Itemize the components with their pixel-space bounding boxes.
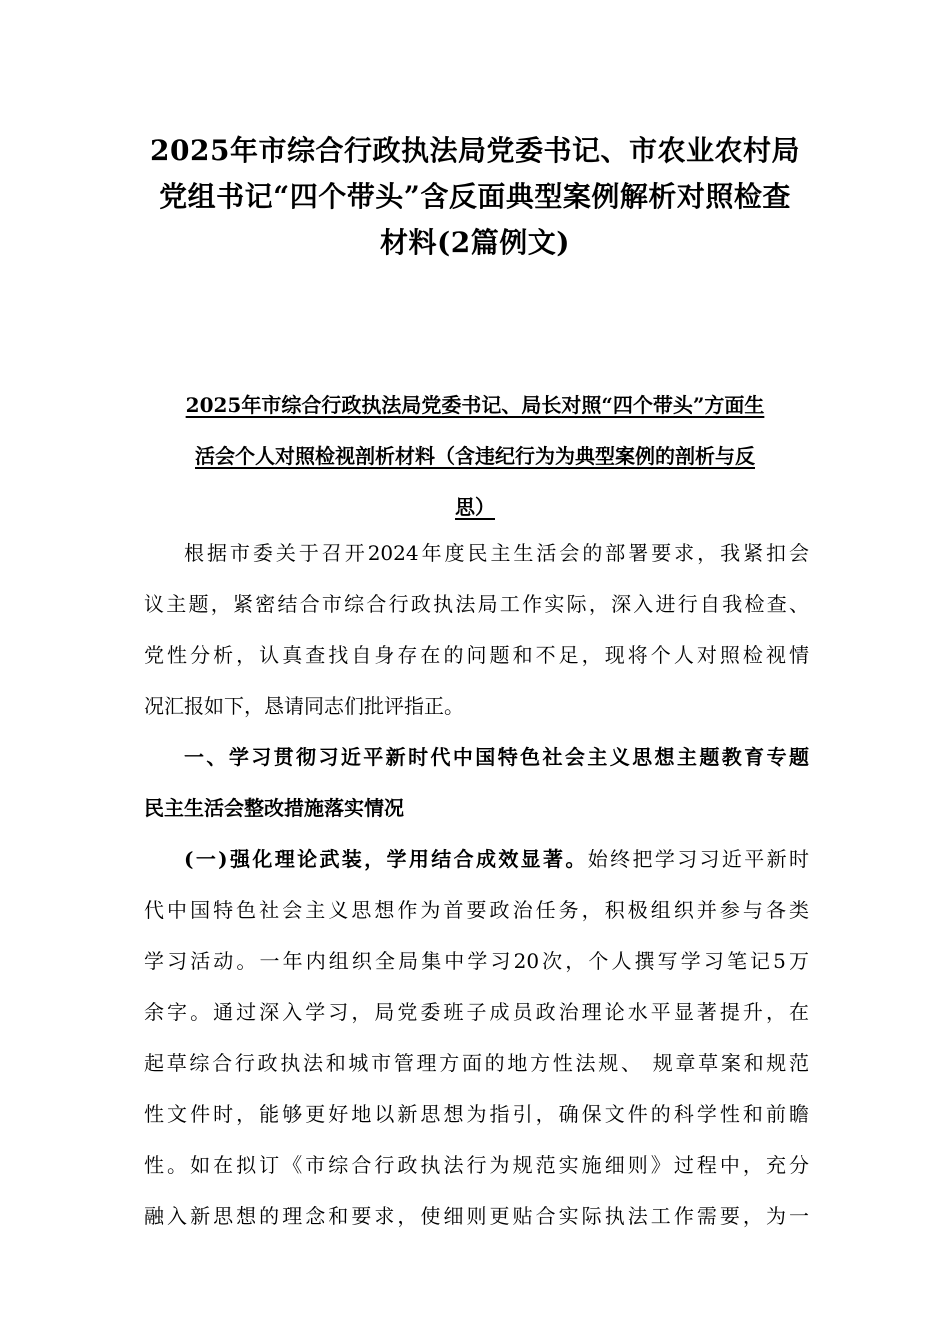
paragraph-line: 学习活动。一年内组织全局集中学习20次，个人撰写学习笔记5万 xyxy=(144,949,809,973)
intro-line: 议主题，紧密结合市综合行政执法局工作实际，深入进行自我检查、 xyxy=(144,592,809,616)
paragraph-first-line xyxy=(144,834,809,885)
paragraph-line: 融入新思想的理念和要求，使细则更贴合实际执法工作需要，为一 xyxy=(144,1204,809,1228)
section-heading-line: 民主生活会整改措施落实情况 xyxy=(144,796,404,820)
paragraph-line: 起草综合行政执法和城市管理方面的地方性法规、 规章草案和规范 xyxy=(144,1051,809,1075)
paragraph-line: 性文件时，能够更好地以新思想为指引，确保文件的科学性和前瞻 xyxy=(144,1102,809,1126)
document-body xyxy=(144,528,809,1242)
intro-line: 根据市委关于召开2024年度民主生活会的部署要求，我紧扣会 xyxy=(184,541,809,565)
intro-line: 况汇报如下，恳请同志们批评指正。 xyxy=(144,694,464,718)
section-heading-line: 一、学习贯彻习近平新时代中国特色社会主义思想主题教育专题 xyxy=(184,745,809,769)
main-title-line: 材料(2篇例文) xyxy=(380,226,570,259)
sub-title-line: 活会个人对照检视剖析材料（含违纪行为为典型案例的剖析与反 xyxy=(195,444,755,468)
paragraph-line: 性。如在拟订《市综合行政执法行为规范实施细则》过程中，充分 xyxy=(144,1153,809,1177)
main-title-line: 2025年市综合行政执法局党委书记、市农业农村局 xyxy=(150,134,800,167)
paragraph-bold-lead: (一)强化理论武装，学用结合成效显著。 xyxy=(184,847,588,871)
paragraph-line: 余字。通过深入学习，局党委班子成员政治理论水平显著提升，在 xyxy=(144,1000,809,1024)
document-sub-title xyxy=(118,380,832,533)
document-main-title xyxy=(100,128,850,266)
sub-title-line: 2025年市综合行政执法局党委书记、局长对照“四个带头”方面生 xyxy=(185,393,765,417)
paragraph-first-line-rest: 始终把学习习近平新时 xyxy=(587,847,809,871)
paragraph-line: 代中国特色社会主义思想作为首要政治任务，积极组织并参与各类 xyxy=(144,898,809,922)
intro-line: 党性分析，认真查找自身存在的问题和不足，现将个人对照检视情 xyxy=(144,643,809,667)
main-title-line: 党组书记“四个带头”含反面典型案例解析对照检查 xyxy=(159,180,791,213)
sub-title-line: 思） xyxy=(455,495,495,519)
